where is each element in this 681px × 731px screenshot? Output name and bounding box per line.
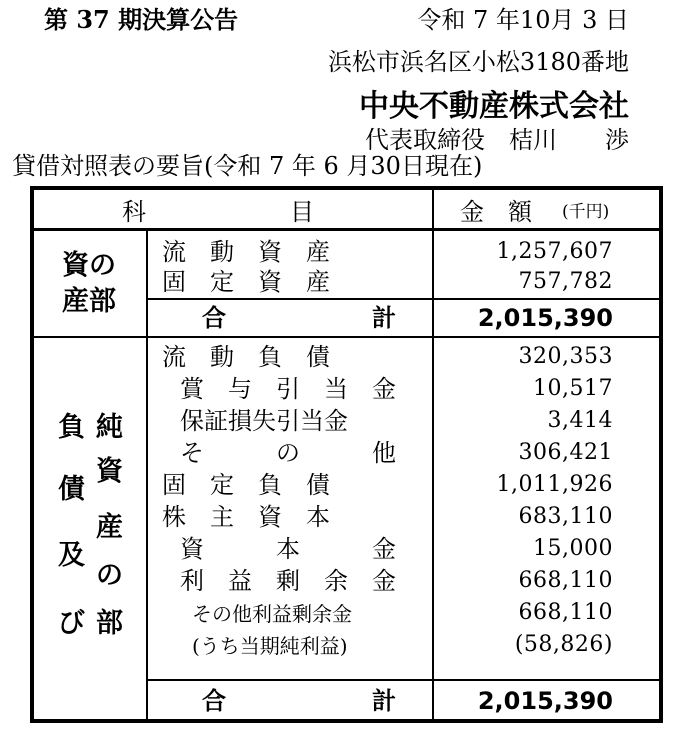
asset-row-amount: 1,257,607 [496, 239, 613, 264]
liab-row-amount: 10,517 [533, 376, 613, 401]
liab-section-label: 産 [96, 512, 123, 543]
liab-row-name: 固 定 負 債 [162, 471, 330, 499]
liab-total-label: 計 [372, 687, 396, 715]
liab-section-label: 純 [96, 412, 123, 443]
assets-section-label: 資の [62, 250, 116, 281]
amount-column-header: 金 額 [460, 198, 532, 226]
statement-title: 貸借対照表の要旨(令和 7 年 6 月30日現在) [12, 152, 483, 180]
notice-title: 第 37 期決算公告 [44, 5, 239, 34]
assets-section-rule [34, 336, 659, 338]
liab-row-name: 流 動 負 債 [162, 343, 330, 371]
liab-row-name: 保証損失引当金 [180, 407, 348, 435]
liab-row-amount: 306,421 [518, 440, 613, 465]
assets-subtotal-rule [146, 298, 659, 300]
assets-section-label: 産部 [62, 286, 116, 317]
company-address: 浜松市浜名区小松3180番地 [327, 48, 629, 76]
liab-section-label: び [58, 608, 85, 639]
liab-section-label: の [96, 560, 123, 591]
assets-total-label: 計 [372, 304, 396, 332]
account-column-header: 科 目 [122, 198, 314, 226]
liab-row-amount: 3,414 [547, 408, 613, 433]
liab-section-label: 部 [96, 608, 123, 639]
notice-date: 令和 7 年10月 3 日 [417, 6, 629, 34]
liab-total-amount: 2,015,390 [477, 687, 613, 715]
amount-divider [432, 190, 434, 723]
liab-row-name: その他利益剰余金 [192, 602, 352, 626]
unit-label: (千円) [562, 202, 610, 222]
liab-section-label: 資 [96, 456, 123, 487]
company-name: 中央不動産株式会社 [359, 89, 629, 124]
liab-section-label: 及 [58, 540, 85, 571]
asset-row-amount: 757,782 [518, 269, 613, 294]
liab-row-amount: 668,110 [518, 600, 613, 625]
liab-row-amount: 320,353 [518, 344, 613, 369]
liab-total-rule [146, 679, 659, 681]
liab-row-amount: 15,000 [533, 536, 613, 561]
liab-row-amount: 668,110 [518, 568, 613, 593]
liab-section-label: 負 [58, 412, 85, 443]
liab-row-name: 株 主 資 本 [162, 503, 330, 531]
liab-section-label: 債 [58, 474, 85, 505]
assets-total-label: 合 [202, 304, 226, 332]
liab-row-amount: (58,826) [514, 632, 613, 657]
liab-total-label: 合 [202, 687, 226, 715]
asset-row-name: 固 定 資 産 [162, 268, 330, 296]
section-divider [146, 228, 148, 723]
liab-row-amount: 683,110 [518, 504, 613, 529]
asset-row-name: 流 動 資 産 [162, 238, 330, 266]
assets-total-amount: 2,015,390 [477, 304, 613, 332]
liab-row-amount: 1,011,926 [496, 472, 613, 497]
representative: 代表取締役 桔川 渉 [365, 126, 629, 154]
balance-sheet-table [30, 186, 663, 723]
liab-row-name: そ の 他 [180, 439, 396, 467]
liab-row-name: 資 本 金 [180, 535, 396, 563]
liab-row-name: 利 益 剰 余 金 [180, 567, 396, 595]
liab-row-name: 賞 与 引 当 金 [180, 375, 396, 403]
liab-row-name: (うち当期純利益) [192, 634, 348, 658]
header-rule [34, 228, 659, 231]
